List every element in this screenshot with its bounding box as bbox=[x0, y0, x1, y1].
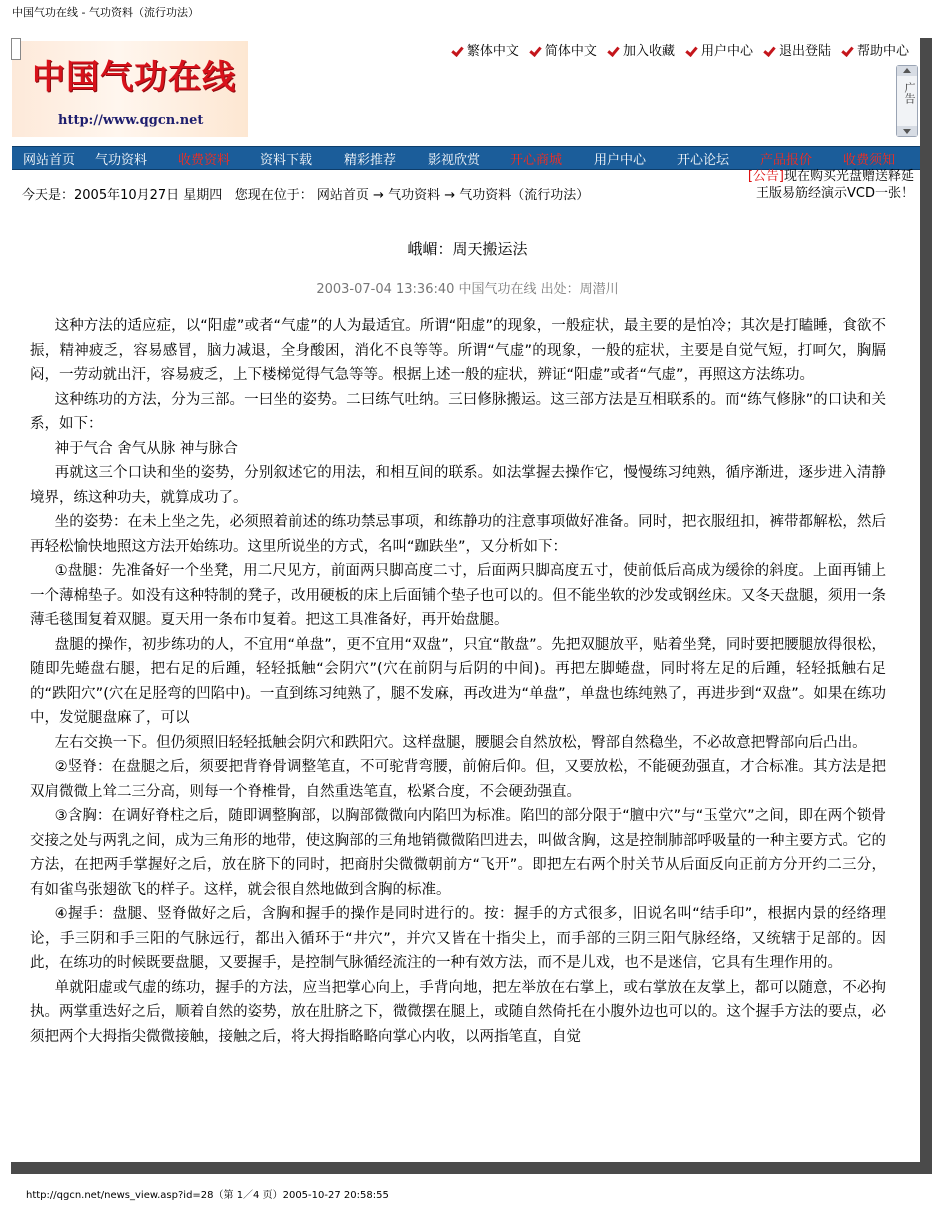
top-link-label: 用户中心 bbox=[700, 44, 753, 59]
top-link-bar bbox=[453, 40, 909, 59]
notice-text: 现在购买光盘赠送释延王版易筋经演示VCD一张！ bbox=[756, 169, 914, 201]
article-paragraph: ③含胸：在调好脊柱之后，随即调整胸部，以胸部微微向内陷凹为标准。陷凹的部分限于“膻中穴”与“玉堂穴”之间，即在两个锁骨交接之处与两乳之间，成为三角形的地带，使这胸部的三角地销微微陷凹进去，叫做含胸，这是控制肺部呼吸量的一种主要方式。它的方法，在把两手掌握好之后，放在脐下的同时，把商肘尖微微朝前方“飞开”。即把左右两个肘关节从后面反向正前方分开约二三分，有如雀鸟张翅欲飞的样子。这样，就会很自然地做到含胸的标准。 bbox=[30, 808, 886, 898]
article-paragraph: 左右交换一下。但仍须照旧轻轻抵触会阴穴和跌阳穴。这样盘腿，腰腿会自然放松，臀部自然稳坐，不必故意把臀部向后凸出。 bbox=[54, 734, 867, 751]
nav-fee-notice[interactable]: 收费须知 bbox=[843, 153, 896, 168]
check-icon bbox=[687, 44, 698, 55]
article-paragraph: 这种练功的方法，分为三部。一曰坐的姿势。二曰练气吐纳。三曰修脉搬运。这三部方法是互相联系的。而“练气修脉”的口诀和关系，如下： bbox=[30, 391, 886, 432]
top-link-label: 简体中文 bbox=[544, 44, 597, 59]
nav-home[interactable]: 网站首页 bbox=[23, 153, 76, 168]
nav-featured[interactable]: 精彩推荐 bbox=[344, 153, 397, 168]
check-icon bbox=[531, 44, 542, 55]
breadcrumb-separator: → bbox=[444, 188, 456, 203]
logo-url: http://www.qgcn.net bbox=[58, 113, 204, 128]
article-paragraph: ④握手：盘腿、竖脊做好之后，含胸和握手的操作是同时进行的。按：握手的方式很多，旧说名叫“结手印”，根据内景的经络理论，手三阴和手三阳的气脉远行，都出入循环于“井穴”，并穴又皆在十指尖上，而手部的三阴三阳气脉经络，又统辖于足部的。因此，在练功的时候既要盘腿，又要握手，是控制气脉循经流注的一种有效方法，而不是儿戏，也不是迷信，它具有生理作用的。 bbox=[30, 906, 886, 971]
nav-paid-materials[interactable]: 收费资料 bbox=[178, 153, 231, 168]
page-shadow bbox=[11, 1162, 932, 1174]
scroll-up-icon[interactable] bbox=[897, 66, 917, 76]
article-paragraph: 这种方法的适应症，以“阳虚”或者“气虚”的人为最适宜。所谓“阳虚”的现象，一般症状，最主要的是怕冷；其次是打瞌睡，食欲不振，精神疲乏，容易感冒，脑力减退，全身酸困，消化不良等等。所谓“气虚”的现象，一般的症状，主要是自觉气短，打呵欠，胸膈闷，一劳动就出汗，容易疲乏，上下楼梯觉得气急等等。根据上述一般的症状，辨证“阳虚”或者“气虚”，再照这方法练功。 bbox=[30, 318, 886, 383]
nav-video[interactable]: 影视欣赏 bbox=[428, 153, 481, 168]
ad-scroller[interactable] bbox=[896, 65, 918, 137]
nav-user-center[interactable]: 用户中心 bbox=[594, 153, 647, 168]
link-help-center[interactable] bbox=[843, 40, 909, 59]
article-paragraph: 盘腿的操作，初步练功的人，不宜用“单盘”，更不宜用“双盘”，只宜“散盘”。先把双腿放平，贴着坐凳，同时要把腰腿放得很松，随即先蜷盘右腿，把右足的后踵，轻轻抵触“会阴穴”(穴在前阴与后阴的中间)。再把左脚蜷盘，同时将左足的后踵，轻轻抵触右足的“跌阳穴”(穴在足胫弯的凹陷中)。一直到练习纯熟了，腿不发麻，再改进为“单盘”，单盘也练纯熟了，再进步到“双盘”。如果在练功中，发觉腿盘麻了，可以 bbox=[30, 636, 886, 726]
scroll-down-icon[interactable] bbox=[897, 126, 917, 136]
corner-mark bbox=[11, 38, 21, 60]
nav-shop[interactable]: 开心商城 bbox=[510, 153, 563, 168]
ad-label: 广告 bbox=[903, 82, 916, 104]
article-paragraph: 单就阳虚或气虚的练功，握手的方法，应当把掌心向上，手背向地，把左举放在右掌上，或右掌放在友掌上，都可以随意，不必拘执。两掌重迭好之后，顺着自然的姿势，放在肚脐之下，微微摆在腿上，或随自然倚托在小腹外边也可以的。这个握手方法的要点，必须把两个大拇指尖微微接触，接触之后，将大拇指略略向掌心内收，以两指笔直，自觉 bbox=[30, 979, 886, 1045]
top-link-label: 繁体中文 bbox=[466, 44, 519, 59]
article-paragraph: 神于气合 舍气从脉 神与脉合 bbox=[54, 440, 238, 457]
nav-price-list[interactable]: 产品报价 bbox=[760, 153, 813, 168]
link-traditional-chinese[interactable] bbox=[453, 40, 519, 59]
link-user-center[interactable] bbox=[687, 40, 753, 59]
article-paragraph: 坐的姿势：在未上坐之先，必须照着前述的练功禁忌事项，和练静功的注意事项做好准备。同时，把衣服纽扣，裤带都解松，然后再轻松愉快地照这方法开始练功。这里所说坐的方式，名叫“跏趺坐”，又分析如下： bbox=[30, 514, 886, 555]
print-header: 中国气功在线 - 气功资料（流行功法） bbox=[12, 6, 199, 19]
site-logo[interactable] bbox=[12, 41, 248, 137]
nav-downloads[interactable]: 资料下载 bbox=[260, 153, 313, 168]
breadcrumb-category[interactable]: 气功资料 bbox=[388, 188, 441, 203]
check-icon bbox=[843, 44, 854, 55]
article-paragraph: ②竖脊：在盘腿之后，须要把背脊骨调整笔直，不可驼背弯腰，前俯后仰。但，又要放松，不能硬劲强直，才合标准。其方法是把双肩微微上耸二三分高，则每一个脊椎骨，自然重迭笔直，松紧合度，不会硬劲强直。 bbox=[30, 759, 886, 800]
notice-tag: [公告] bbox=[747, 169, 784, 184]
print-footer: http://qgcn.net/news_view.asp?id=28（第 1／4 页）2005-10-27 20:58:55 bbox=[26, 1190, 389, 1201]
check-icon bbox=[453, 44, 464, 55]
article-body bbox=[30, 314, 886, 1049]
page-shadow bbox=[920, 38, 932, 1174]
article-meta: 2003-07-04 13:36:40 中国气功在线 出处：周潜川 bbox=[316, 282, 619, 297]
link-add-favorite[interactable] bbox=[609, 40, 675, 59]
logo-title: 中国气功在线 bbox=[32, 57, 236, 96]
top-link-label: 加入收藏 bbox=[622, 44, 675, 59]
link-logout[interactable] bbox=[765, 40, 831, 59]
info-line bbox=[22, 184, 589, 203]
nav-forum[interactable]: 开心论坛 bbox=[677, 153, 730, 168]
top-link-label: 退出登陆 bbox=[778, 44, 831, 59]
current-date: 今天是：2005年10月27日 星期四 bbox=[22, 188, 223, 203]
nav-qigong-materials[interactable]: 气功资料 bbox=[95, 153, 148, 168]
breadcrumb-current[interactable]: 气功资料（流行功法） bbox=[459, 188, 590, 203]
article-paragraph: ①盘腿：先准备好一个坐凳，用二尺见方，前面两只脚高度二寸，后面两只脚高度五寸，使前低后高成为缓徐的斜度。上面再铺上一个薄棉垫子。如没有这种特制的凳子，改用硬板的床上后面铺个垫子也可以的。但不能坐软的沙发或钢丝床。又冬天盘腿，须用一条薄毛毯围复着双腿。夏天用一条布巾复着。把这工具准备好，再开始盘腿。 bbox=[30, 563, 886, 628]
location-prefix: 您现在位于： bbox=[234, 188, 313, 203]
check-icon bbox=[765, 44, 776, 55]
main-nav bbox=[12, 146, 920, 170]
article-title: 峨嵋：周天搬运法 bbox=[407, 240, 528, 258]
notice-marquee[interactable] bbox=[740, 168, 914, 202]
top-link-label: 帮助中心 bbox=[856, 44, 909, 59]
check-icon bbox=[609, 44, 620, 55]
breadcrumb-separator: → bbox=[373, 188, 384, 203]
breadcrumb-home[interactable]: 网站首页 bbox=[316, 188, 369, 203]
link-simplified-chinese[interactable] bbox=[531, 40, 597, 59]
article-paragraph: 再就这三个口诀和坐的姿势，分别叙述它的用法，和相互间的联系。如法掌握去操作它，慢慢练习纯熟，循序渐进，逐步进入清静境界，练这种功夫，就算成功了。 bbox=[30, 465, 886, 506]
